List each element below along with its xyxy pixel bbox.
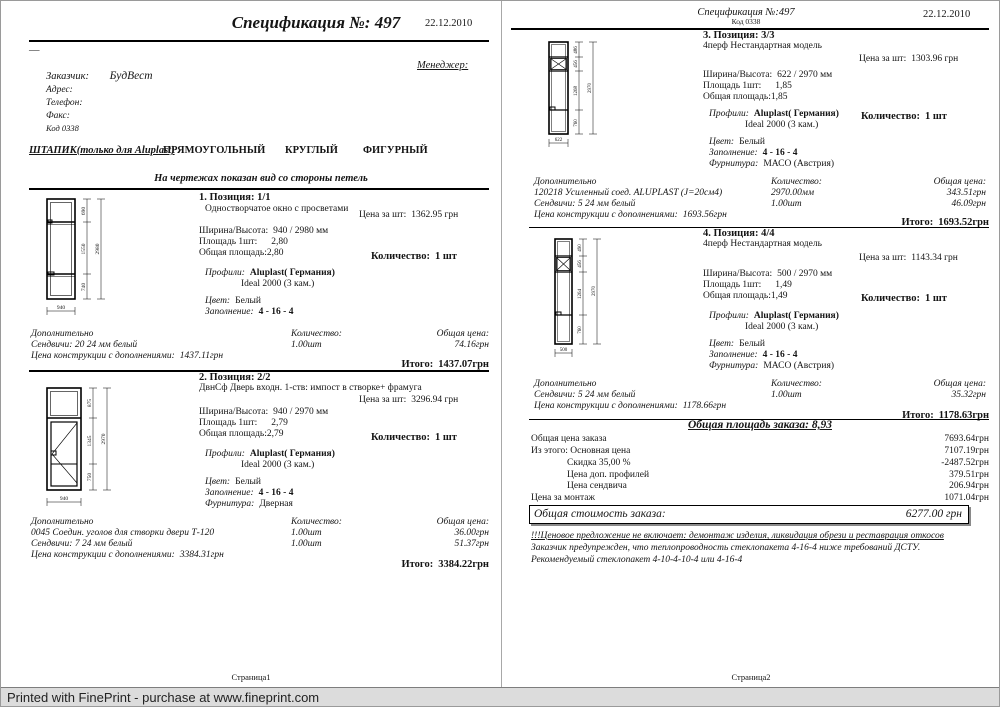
- pos1-add-qty: 1.00шт: [291, 340, 322, 350]
- pos2-drawing: [39, 383, 144, 511]
- pos2-add-price: 36.00грн: [454, 528, 489, 538]
- phone-label: Телефон:: [46, 98, 83, 108]
- pos2-add-price: 51.37грн: [454, 539, 489, 549]
- pos3-construction-price: Цена конструкции с дополнениями: 1693.56грн: [534, 210, 727, 220]
- pos3-add-qty: 2970.00мм: [771, 188, 815, 198]
- pos3-color: Цвет: Белый: [709, 137, 765, 147]
- pos1-price-per-unit: Цена за шт: 1362.95 грн: [359, 210, 459, 220]
- pos3-additional-label: Дополнительно: [534, 177, 597, 187]
- page1-dash: —: [29, 45, 40, 56]
- pos3-qty-col: Количество:: [771, 177, 822, 187]
- pos4-additional-label: Дополнительно: [534, 379, 597, 389]
- pos2-profile: Профили: Aluplast( Германия): [205, 449, 335, 459]
- pos2-area-one: Площадь 1шт: 2,79: [199, 418, 288, 428]
- pos4-area-total: Общая площадь:1,49: [703, 291, 788, 301]
- page1-date: 22.12.2010: [425, 18, 473, 29]
- pos4-width-height: Ширина/Высота: 500 / 2970 мм: [703, 269, 833, 279]
- positions-top-rule: [29, 188, 489, 190]
- grand-total-label: Общая стоимость заказа:: [534, 508, 666, 520]
- pos2-total: Итого: 3384.22грн: [401, 559, 489, 570]
- page2-date: 22.12.2010: [923, 9, 971, 20]
- pos2-filling: Заполнение: 4 - 16 - 4: [205, 488, 294, 498]
- page2-title: Спецификация №:497: [697, 7, 795, 18]
- page-divider: [501, 1, 502, 687]
- summary-note: Заказчик предупрежден, что теплопроводность стеклопакета 4-16-4 ниже требований ДСТУ.: [531, 543, 921, 553]
- pos2-description: ДвнСф Дверь входн. 1-ств: импост в створке+ фрамуга: [199, 383, 422, 393]
- pos2-construction-price: Цена конструкции с дополнениями: 3384.31грн: [31, 550, 224, 560]
- pos1-qty-col: Количество:: [291, 329, 342, 339]
- pos4-add-qty: 1.00шт: [771, 390, 802, 400]
- dim-label: 2970: [592, 286, 597, 296]
- pos2-area-total: Общая площадь:2,79: [199, 429, 284, 439]
- pos3-total: Итого: 1693.52грн: [901, 217, 989, 228]
- pos4-drawing: [545, 233, 630, 361]
- pos2-profile-model: Ideal 2000 (3 кам.): [241, 460, 315, 470]
- pos4-total: Итого: 1178.63грн: [902, 410, 989, 421]
- position-4: [529, 227, 991, 419]
- pos1-drawing: [37, 193, 142, 325]
- dim-label: 456: [574, 60, 579, 68]
- pos1-construction-price: Цена конструкции с дополнениями: 1437.11грн: [31, 351, 224, 361]
- dim-label: 2980: [95, 243, 101, 255]
- customer-label: Заказчик:: [46, 71, 89, 82]
- pos2-color: Цвет: Белый: [205, 477, 261, 487]
- dim-label: 740: [81, 282, 87, 292]
- dim-label: 622: [554, 138, 563, 143]
- page2-number: Страница2: [731, 672, 771, 682]
- pos1-header: 1. Позиция: 1/1: [199, 192, 271, 203]
- pos2-header: 2. Позиция: 2/2: [199, 372, 271, 383]
- pos2-quantity: Количество: 1 шт: [371, 432, 457, 443]
- pos1-area-total: Общая площадь:2,80: [199, 248, 284, 258]
- pos2-price-col: Общая цена:: [436, 517, 489, 527]
- pos1-price-col: Общая цена:: [436, 329, 489, 339]
- pos1-profile-model: Ideal 2000 (3 кам.): [241, 279, 315, 289]
- pos4-profile-model: Ideal 2000 (3 кам.): [745, 322, 819, 332]
- pos2-furniture: Фурнитура: Дверная: [205, 499, 293, 509]
- pos3-add-item: Сендвичи: 5 24 мм белый: [534, 199, 636, 209]
- dim-label: 1345: [87, 435, 93, 447]
- dim-label: 760: [578, 326, 583, 334]
- customer-name: БудВест: [109, 70, 153, 82]
- summary-note: !!!Ценовое предложение не включает: демонтаж изделия, ликвидация обрези и реставрация откосов: [531, 531, 944, 541]
- dim-label: 875: [87, 398, 93, 408]
- pos2-qty-col: Количество:: [291, 517, 342, 527]
- dim-label: 750: [87, 472, 93, 482]
- pos3-furniture: Фурнитура: МАСО (Австрия): [709, 159, 835, 169]
- shape-rect-label: ПРЯМОУГОЛЬНЫЙ: [163, 145, 266, 156]
- pos4-profile: Профили: Aluplast( Германия): [709, 311, 839, 321]
- summary-row-label: Скидка 35,00 %: [567, 458, 631, 468]
- manager-label: Менеджер:: [417, 60, 469, 71]
- position-2: [29, 371, 489, 581]
- pos2-add-qty: 1.00шт: [291, 539, 322, 549]
- summary-row-label: Цена сендвича: [567, 481, 627, 491]
- pos3-width-height: Ширина/Высота: 622 / 2970 мм: [703, 70, 833, 80]
- pos3-add-price: 343.51грн: [946, 188, 986, 198]
- shtapik-label: ШТАПИК(только для Aluplast): [29, 145, 175, 156]
- pos1-add-item: Сендвичи: 20 24 мм белый: [31, 340, 138, 350]
- dim-label: 490: [578, 244, 583, 252]
- pos4-construction-price: Цена конструкции с дополнениями: 1178.66грн: [534, 401, 727, 411]
- dim-label: 1550: [81, 243, 87, 255]
- position-3: [529, 29, 991, 228]
- summary-row-value: 379.51грн: [949, 469, 989, 480]
- pos4-furniture: Фурнитура: МАСО (Австрия): [709, 361, 835, 371]
- page1-header-rule: [29, 40, 489, 42]
- address-label: Адрес:: [46, 85, 73, 95]
- pos3-area-total: Общая площадь:1,85: [703, 92, 788, 102]
- shape-round-label: КРУГЛЫЙ: [285, 145, 338, 156]
- grand-total-box: [529, 505, 969, 524]
- pos1-description: Одностворчатое окно с просветами: [205, 204, 349, 214]
- pos3-price-col: Общая цена:: [933, 177, 986, 187]
- pos3-header: 3. Позиция: 3/3: [703, 30, 775, 41]
- pos3-add-item: 120218 Усиленный соед. ALUPLAST (J=20см4): [534, 188, 723, 198]
- pos3-quantity: Количество: 1 шт: [861, 111, 947, 122]
- drawing-note: На чертежах показан вид со стороны петель: [154, 173, 368, 184]
- page1-number: Страница1: [231, 672, 271, 682]
- dim-label: 456: [578, 260, 583, 268]
- summary-row-value: 1071.04грн: [944, 492, 989, 503]
- page1-title: Спецификация №: 497: [231, 13, 401, 32]
- pos1-additional-label: Дополнительно: [31, 329, 94, 339]
- shape-fig-label: ФИГУРНЫЙ: [363, 145, 428, 156]
- pos4-qty-col: Количество:: [771, 379, 822, 389]
- pos3-area-one: Площадь 1шт: 1,85: [703, 81, 792, 91]
- pos2-additional-label: Дополнительно: [31, 517, 94, 527]
- pos3-description: 4перф Нестандартная модель: [703, 41, 822, 51]
- pos3-add-price: 46.09грн: [951, 199, 986, 209]
- summary-area-title: Общая площадь заказа: 8,93: [688, 419, 832, 431]
- fineprint-banner: [1, 687, 1000, 707]
- dim-label: 690: [81, 206, 87, 216]
- dim-label: 940: [59, 496, 69, 502]
- dim-label: 940: [56, 305, 66, 311]
- pos1-color: Цвет: Белый: [205, 296, 261, 306]
- grand-total-value: 6277.00 грн: [905, 508, 962, 520]
- code-label: Код 0338: [46, 123, 79, 133]
- page2-code: Код 0338: [731, 17, 761, 26]
- summary-row-label: Общая цена заказа: [531, 434, 607, 444]
- customer-row: [46, 70, 153, 83]
- fax-label: Факс:: [46, 111, 70, 121]
- pos2-price-per-unit: Цена за шт: 3296.94 грн: [359, 395, 459, 405]
- pos4-add-item: Сендвичи: 5 24 мм белый: [534, 390, 636, 400]
- pos4-color: Цвет: Белый: [709, 339, 765, 349]
- dim-label: 1264: [578, 289, 583, 299]
- pos3-profile-model: Ideal 2000 (3 кам.): [745, 120, 819, 130]
- pos3-profile: Профили: Aluplast( Германия): [709, 109, 839, 119]
- pos1-profile: Профили: Aluplast( Германия): [205, 268, 335, 278]
- pos4-price-col: Общая цена:: [933, 379, 986, 389]
- pos1-add-price: 74.16грн: [454, 340, 489, 350]
- dim-label: 2970: [101, 433, 107, 445]
- dim-label: 486: [574, 46, 579, 54]
- fineprint-banner-text: Printed with FinePrint - purchase at www.fineprint.com: [7, 690, 320, 705]
- dim-label: 2970: [588, 83, 593, 93]
- pos2-add-qty: 1.00шт: [291, 528, 322, 538]
- pos4-quantity: Количество: 1 шт: [861, 293, 947, 304]
- pos4-add-price: 35.32грн: [951, 390, 986, 400]
- summary-note: Рекомендуемый стеклопакет 4-10-4-10-4 или 4-16-4: [531, 555, 743, 565]
- pos1-width-height: Ширина/Высота: 940 / 2980 мм: [199, 226, 329, 236]
- pos3-filling: Заполнение: 4 - 16 - 4: [709, 148, 798, 158]
- summary-row-value: 206.94грн: [949, 481, 989, 491]
- pos4-filling: Заполнение: 4 - 16 - 4: [709, 350, 798, 360]
- pos4-header: 4. Позиция: 4/4: [703, 228, 775, 239]
- pos1-total: Итого: 1437.07грн: [401, 359, 489, 370]
- pos3-price-per-unit: Цена за шт: 1303.96 грн: [859, 54, 959, 64]
- pos1-filling: Заполнение: 4 - 16 - 4: [205, 307, 294, 317]
- dim-label: 760: [574, 119, 579, 127]
- summary-row-label: Цена за монтаж: [531, 492, 595, 503]
- summary-row-label: Цена доп. профилей: [567, 469, 650, 480]
- pos1-quantity: Количество: 1 шт: [371, 251, 457, 262]
- pos2-add-item: 0045 Соедин. уголов для створки двери Т-120: [31, 528, 215, 538]
- summary-row-value: 7693.64грн: [944, 434, 989, 444]
- summary-row-label: Из этого: Основная цена: [531, 445, 631, 456]
- order-summary: [529, 419, 991, 579]
- pos2-width-height: Ширина/Высота: 940 / 2970 мм: [199, 407, 329, 417]
- pos3-add-qty: 1.00шт: [771, 199, 802, 209]
- position-1: [29, 191, 489, 371]
- pos1-area-one: Площадь 1шт: 2,80: [199, 237, 288, 247]
- summary-row-value: 7107.19грн: [944, 445, 989, 456]
- summary-row-value: -2487.52грн: [941, 458, 989, 468]
- pos2-add-item: Сендвичи: 7 24 мм белый: [31, 539, 133, 549]
- pos3-drawing: [541, 37, 621, 149]
- dim-label: 500: [559, 348, 568, 353]
- dim-label: 1268: [574, 86, 579, 96]
- pos4-area-one: Площадь 1шт: 1,49: [703, 280, 792, 290]
- pos4-description: 4перф Нестандартная модель: [703, 239, 822, 249]
- pos4-price-per-unit: Цена за шт: 1143.34 грн: [859, 253, 958, 263]
